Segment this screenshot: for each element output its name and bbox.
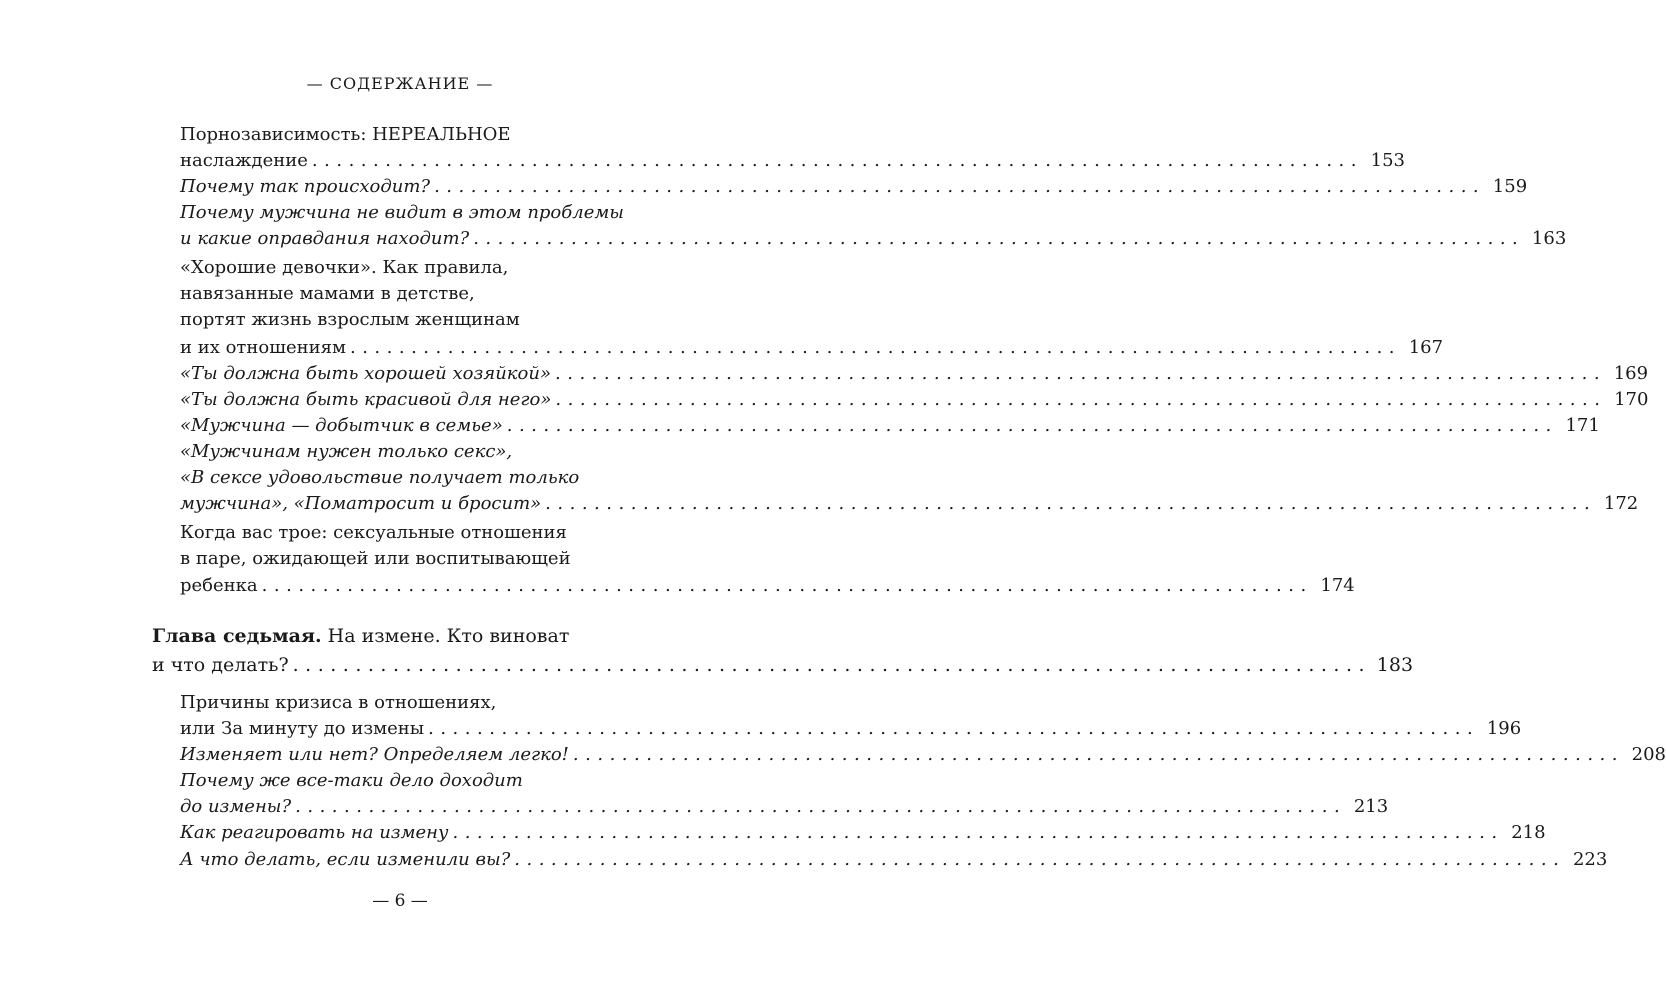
toc-page-number: 163 bbox=[1531, 228, 1567, 249]
toc-entry-title: Почему так происходит? bbox=[180, 176, 431, 197]
toc-page-number: 208 bbox=[1631, 744, 1666, 765]
toc-page-number: 172 bbox=[1603, 493, 1639, 514]
toc-entry-title: наслаждение bbox=[180, 150, 308, 171]
dot-leader: ...................................................................................... bbox=[295, 796, 1347, 817]
chapter-title-continued: и что делать? bbox=[152, 654, 289, 676]
toc-entry[interactable] bbox=[180, 361, 1649, 387]
toc-page-number: 171 bbox=[1565, 415, 1600, 436]
toc-entry-title: и какие оправдания находит? bbox=[180, 228, 470, 249]
toc-entry-title: А что делать, если изменили вы? bbox=[180, 849, 511, 870]
toc-entry[interactable] bbox=[180, 174, 1528, 200]
toc-entry-line: Почему мужчина не видит в этом проблемы bbox=[180, 202, 624, 223]
toc-page-number: 170 bbox=[1614, 389, 1649, 410]
toc-entry[interactable] bbox=[180, 335, 1444, 361]
toc-entry[interactable] bbox=[180, 742, 1666, 768]
dot-leader: ...................................................................................... bbox=[349, 337, 1402, 358]
toc-entry-title: до измены? bbox=[180, 796, 292, 817]
toc-page-number: 159 bbox=[1492, 176, 1528, 197]
dot-leader: ...................................................................................... bbox=[428, 718, 1480, 739]
dot-leader: ...................................................................................... bbox=[514, 849, 1566, 870]
toc-page-number: 213 bbox=[1353, 796, 1389, 817]
toc-page-number: 169 bbox=[1613, 363, 1649, 384]
toc-entry[interactable] bbox=[180, 148, 1405, 174]
toc-entry-title: Как реагировать на измену bbox=[180, 822, 449, 843]
toc-entry-line: Когда вас трое: сексуальные отношения bbox=[180, 522, 567, 543]
toc-entry[interactable] bbox=[180, 491, 1639, 517]
toc-entry-title: или За минуту до измены bbox=[180, 718, 425, 739]
dot-leader: ...................................................................................... bbox=[261, 575, 1313, 596]
toc-entry[interactable] bbox=[180, 413, 1600, 439]
toc-entry-line: «Хорошие девочки». Как правила, bbox=[180, 257, 509, 278]
dot-leader: ...................................................................................... bbox=[473, 228, 1525, 249]
toc-page-number: 218 bbox=[1511, 822, 1546, 843]
chapter-heading-line bbox=[152, 623, 569, 649]
dot-leader: ...................................................................................... bbox=[506, 415, 1558, 436]
toc-page-number: 153 bbox=[1370, 150, 1405, 171]
dot-leader: ...................................................................................... bbox=[545, 493, 1597, 514]
toc-entry-line: портят жизнь взрослым женщинам bbox=[180, 309, 520, 330]
dot-leader: ...................................................................................... bbox=[452, 822, 1504, 843]
dot-leader: ...................................................................................... bbox=[572, 744, 1624, 765]
toc-page-number: 196 bbox=[1486, 718, 1522, 739]
toc-entry-title: и их отношениям bbox=[180, 337, 346, 358]
dot-leader: ...................................................................................... bbox=[292, 654, 1372, 676]
toc-entry-line: навязанные мамами в детстве, bbox=[180, 283, 475, 304]
toc-entry[interactable] bbox=[180, 226, 1567, 252]
toc-entry-title: «Ты должна быть красивой для него» bbox=[180, 389, 552, 410]
toc-entry-title: «Мужчина — добытчик в семье» bbox=[180, 415, 503, 436]
toc-page-number: 167 bbox=[1408, 337, 1444, 358]
toc-entry-title: Изменяет или нет? Определяем легко! bbox=[180, 744, 569, 765]
toc-entry[interactable] bbox=[180, 573, 1355, 599]
toc-page-number: 174 bbox=[1320, 575, 1355, 596]
chapter-label: Глава седьмая. bbox=[152, 625, 322, 647]
dot-leader: ...................................................................................... bbox=[555, 389, 1607, 410]
chapter-page-number: 183 bbox=[1376, 654, 1414, 676]
toc-entry[interactable] bbox=[180, 847, 1608, 873]
toc-entry-line: в паре, ожидающей или воспитывающей bbox=[180, 548, 571, 569]
toc-entry-line: Причины кризиса в отношениях, bbox=[180, 692, 497, 713]
toc-entry-title: ребенка bbox=[180, 575, 258, 596]
toc-entry-title: мужчина», «Поматросит и бросит» bbox=[180, 493, 542, 514]
toc-entry[interactable] bbox=[180, 716, 1522, 742]
toc-entry-line: Порнозависимость: НЕРЕАЛЬНОЕ bbox=[180, 124, 511, 145]
toc-entry[interactable] bbox=[180, 387, 1649, 413]
running-header: — СОДЕРЖАНИЕ — bbox=[306, 74, 494, 93]
toc-entry-line: «В сексе удовольствие получает только bbox=[180, 467, 580, 488]
toc-entry-title: «Ты должна быть хорошей хозяйкой» bbox=[180, 363, 551, 384]
toc-entry-line: Почему же все-таки дело доходит bbox=[180, 770, 523, 791]
toc-page-number: 223 bbox=[1572, 849, 1608, 870]
chapter-entry[interactable] bbox=[152, 652, 1414, 678]
dot-leader: ...................................................................................... bbox=[311, 150, 1363, 171]
toc-entry[interactable] bbox=[180, 820, 1546, 846]
toc-entry[interactable] bbox=[180, 794, 1389, 820]
chapter-title: На измене. Кто виноват bbox=[321, 625, 570, 647]
page-number-footer: — 6 — bbox=[372, 891, 428, 911]
dot-leader: ...................................................................................... bbox=[434, 176, 1486, 197]
toc-entry-line: «Мужчинам нужен только секс», bbox=[180, 441, 513, 462]
dot-leader: ...................................................................................... bbox=[555, 363, 1607, 384]
